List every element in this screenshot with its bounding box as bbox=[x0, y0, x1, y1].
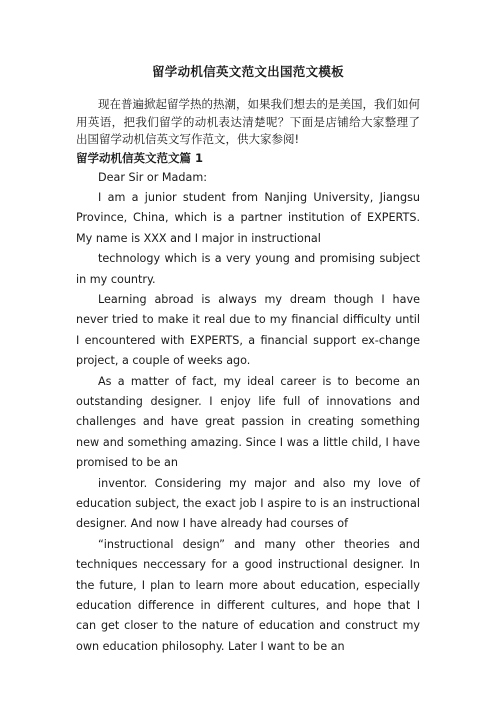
letter-paragraph: Learning abroad is always my dream though I have never tried to make it real due to my financial difficulty until I encountered with EXPERTS, a financial support ex-change project, a couple of weeks ago. bbox=[76, 292, 420, 368]
letter-body bbox=[76, 168, 420, 658]
document-title: 留学动机信英文范文出国范文模板 bbox=[151, 64, 344, 79]
letter-salutation: Dear Sir or Madam: bbox=[98, 170, 208, 184]
section-heading: 留学动机信英文范文篇 1 bbox=[76, 150, 204, 165]
document-body bbox=[76, 96, 420, 657]
letter-paragraph: inventor. Considering my major and also my love of education subject, the exact job I aspire to is an instructional designer. And now I have already had courses of bbox=[76, 476, 420, 531]
letter-paragraph: “instructional design” and many other theories and techniques neccessary for a good instructional designer. In the future, I plan to learn more about education, especially education difference in different cultures, and hope that I can get closer to the nature of education and construct my own education philosophy. Later I want to be an bbox=[76, 537, 420, 653]
letter-paragraph: technology which is a very young and promising subject in my country. bbox=[76, 252, 420, 286]
letter-paragraph: As a matter of fact, my ideal career is to become an outstanding designer. I enjoy life full of innovations and challenges and have great passion in creating something new and something amazing. Since I was a little child, I have promised to be an bbox=[76, 374, 420, 470]
letter-paragraph: I am a junior student from Nanjing University, Jiangsu Province, China, which is a partner institution of EXPERTS. My name is XXX and I major in instructional bbox=[76, 190, 420, 245]
intro-paragraph: 现在普遍掀起留学热的热潮，如果我们想去的是美国，我们如何用英语，把我们留学的动机表达清楚呢？下面是店铺给大家整理了出国留学动机信英文写作范文，供大家参阅! bbox=[76, 97, 420, 146]
